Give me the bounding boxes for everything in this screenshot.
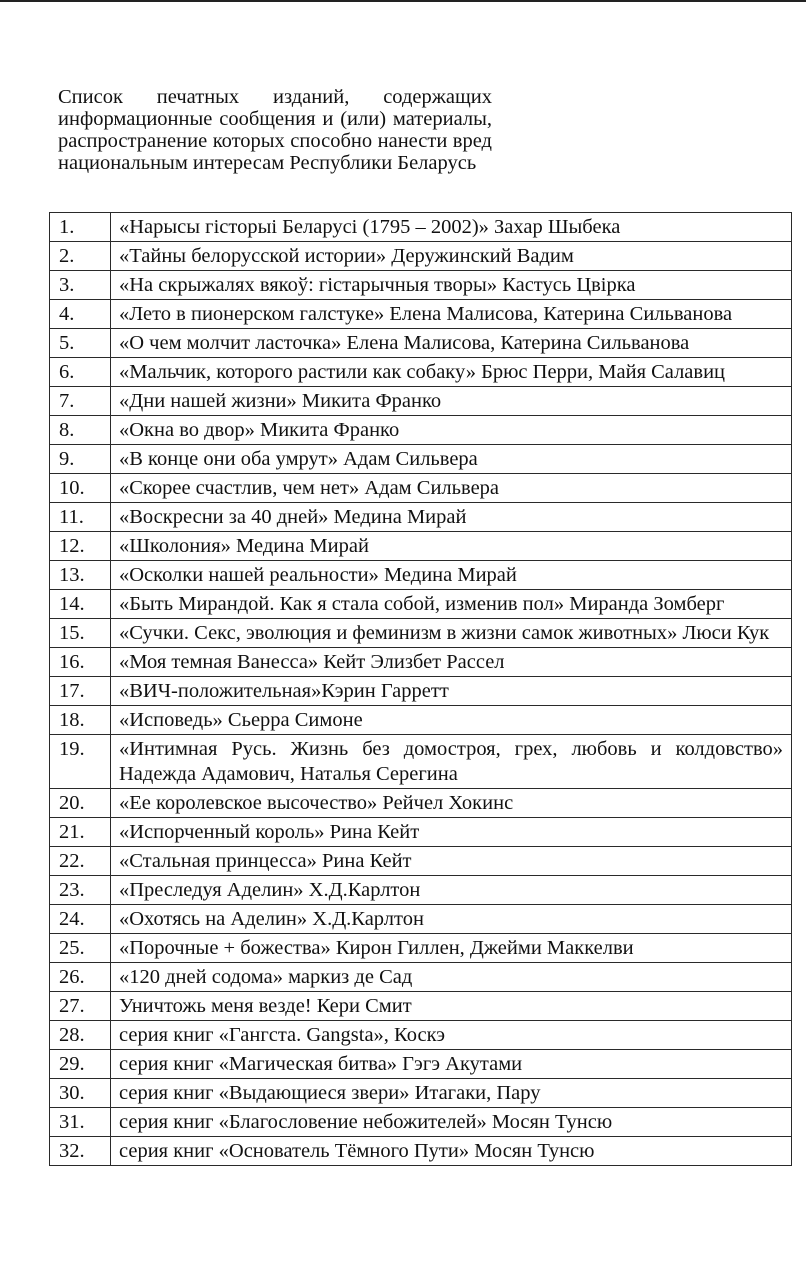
row-number: 17. (50, 677, 111, 706)
publication-title: «Окна во двор» Микита Франко (111, 416, 792, 445)
publication-title: «Скорее счастлив, чем нет» Адам Сильвера (111, 474, 792, 503)
publication-title: «Мальчик, которого растили как собаку» Брюс Перри, Майя Салавиц (111, 358, 792, 387)
table-row (50, 271, 792, 300)
publication-title: «Исповедь» Сьерра Симоне (111, 706, 792, 735)
table-row (50, 445, 792, 474)
row-number: 28. (50, 1021, 111, 1050)
publication-title: «Лето в пионерском галстуке» Елена Малисова, Катерина Сильванова (111, 300, 792, 329)
document-heading: Список печатных изданий, содержащих информационные сообщения и (или) материалы, распространение которых способно нанести вред национальным интересам Республики Беларусь (58, 86, 492, 174)
row-number: 18. (50, 706, 111, 735)
top-border-line (0, 0, 806, 2)
table-row (50, 503, 792, 532)
table-row (50, 532, 792, 561)
table-row (50, 300, 792, 329)
table-row (50, 1137, 792, 1166)
publication-title: «Школония» Медина Мирай (111, 532, 792, 561)
table-row (50, 329, 792, 358)
row-number: 3. (50, 271, 111, 300)
table-row (50, 934, 792, 963)
row-number: 29. (50, 1050, 111, 1079)
table-row (50, 358, 792, 387)
publication-title: «Преследуя Аделин» Х.Д.Карлтон (111, 876, 792, 905)
publication-title: «Порочные + божества» Кирон Гиллен, Джейми Маккелви (111, 934, 792, 963)
row-number: 26. (50, 963, 111, 992)
table-row (50, 242, 792, 271)
publication-title: «Сучки. Секс, эволюция и феминизм в жизни самок животных» Люси Кук (111, 619, 792, 648)
table-row (50, 1108, 792, 1137)
table-row (50, 789, 792, 818)
row-number: 20. (50, 789, 111, 818)
row-number: 24. (50, 905, 111, 934)
publication-title: «Ее королевское высочество» Рейчел Хокинс (111, 789, 792, 818)
row-number: 14. (50, 590, 111, 619)
table-row (50, 1079, 792, 1108)
publication-title: серия книг «Выдающиеся звери» Итагаки, Пару (111, 1079, 792, 1108)
publication-title: «Испорченный король» Рина Кейт (111, 818, 792, 847)
table-row (50, 992, 792, 1021)
row-number: 22. (50, 847, 111, 876)
table-row (50, 1021, 792, 1050)
row-number: 9. (50, 445, 111, 474)
publication-title: серия книг «Благословение небожителей» Мосян Тунсю (111, 1108, 792, 1137)
publication-title: серия книг «Основатель Тёмного Пути» Мосян Тунсю (111, 1137, 792, 1166)
table-row (50, 847, 792, 876)
publication-title: «Охотясь на Аделин» Х.Д.Карлтон (111, 905, 792, 934)
publications-table (49, 212, 792, 1166)
row-number: 16. (50, 648, 111, 677)
publication-title: серия книг «Гангста. Gangsta», Коскэ (111, 1021, 792, 1050)
publication-title: «О чем молчит ласточка» Елена Малисова, Катерина Сильванова (111, 329, 792, 358)
row-number: 4. (50, 300, 111, 329)
publication-title: «Интимная Русь. Жизнь без домостроя, грех, любовь и колдовство» Надежда Адамович, Наталья Серегина (111, 735, 792, 789)
row-number: 19. (50, 735, 111, 789)
row-number: 1. (50, 213, 111, 242)
table-row (50, 387, 792, 416)
table-row (50, 735, 792, 789)
publication-title: «В конце они оба умрут» Адам Сильвера (111, 445, 792, 474)
row-number: 13. (50, 561, 111, 590)
publication-title: «120 дней содома» маркиз де Сад (111, 963, 792, 992)
table-row (50, 213, 792, 242)
publication-title: «Стальная принцесса» Рина Кейт (111, 847, 792, 876)
publication-title: серия книг «Магическая битва» Гэгэ Акутами (111, 1050, 792, 1079)
publication-title: «Тайны белорусской истории» Деружинский Вадим (111, 242, 792, 271)
table-row (50, 474, 792, 503)
publication-title: «Дни нашей жизни» Микита Франко (111, 387, 792, 416)
publication-title: «Осколки нашей реальности» Медина Мирай (111, 561, 792, 590)
row-number: 21. (50, 818, 111, 847)
table-row (50, 416, 792, 445)
publication-title: «Моя темная Ванесса» Кейт Элизбет Рассел (111, 648, 792, 677)
row-number: 2. (50, 242, 111, 271)
row-number: 15. (50, 619, 111, 648)
table-row (50, 590, 792, 619)
row-number: 12. (50, 532, 111, 561)
row-number: 30. (50, 1079, 111, 1108)
publication-title: «На скрыжалях вякоў: гістарычныя творы» Кастусь Цвірка (111, 271, 792, 300)
publications-table-body (50, 213, 792, 1166)
row-number: 5. (50, 329, 111, 358)
publication-title: «Воскресни за 40 дней» Медина Мирай (111, 503, 792, 532)
row-number: 23. (50, 876, 111, 905)
table-row (50, 876, 792, 905)
table-row (50, 818, 792, 847)
row-number: 31. (50, 1108, 111, 1137)
table-row (50, 706, 792, 735)
table-row (50, 619, 792, 648)
publication-title: «ВИЧ-положительная»Кэрин Гарретт (111, 677, 792, 706)
table-row (50, 648, 792, 677)
row-number: 27. (50, 992, 111, 1021)
row-number: 8. (50, 416, 111, 445)
table-row (50, 905, 792, 934)
table-row (50, 561, 792, 590)
row-number: 32. (50, 1137, 111, 1166)
row-number: 10. (50, 474, 111, 503)
row-number: 11. (50, 503, 111, 532)
publication-title: «Нарысы гісторыі Беларусі (1795 – 2002)» Захар Шыбека (111, 213, 792, 242)
publication-title: Уничтожь меня везде! Кери Смит (111, 992, 792, 1021)
table-row (50, 1050, 792, 1079)
table-row (50, 963, 792, 992)
row-number: 7. (50, 387, 111, 416)
publication-title: «Быть Мирандой. Как я стала собой, изменив пол» Миранда Зомберг (111, 590, 792, 619)
row-number: 6. (50, 358, 111, 387)
row-number: 25. (50, 934, 111, 963)
table-row (50, 677, 792, 706)
